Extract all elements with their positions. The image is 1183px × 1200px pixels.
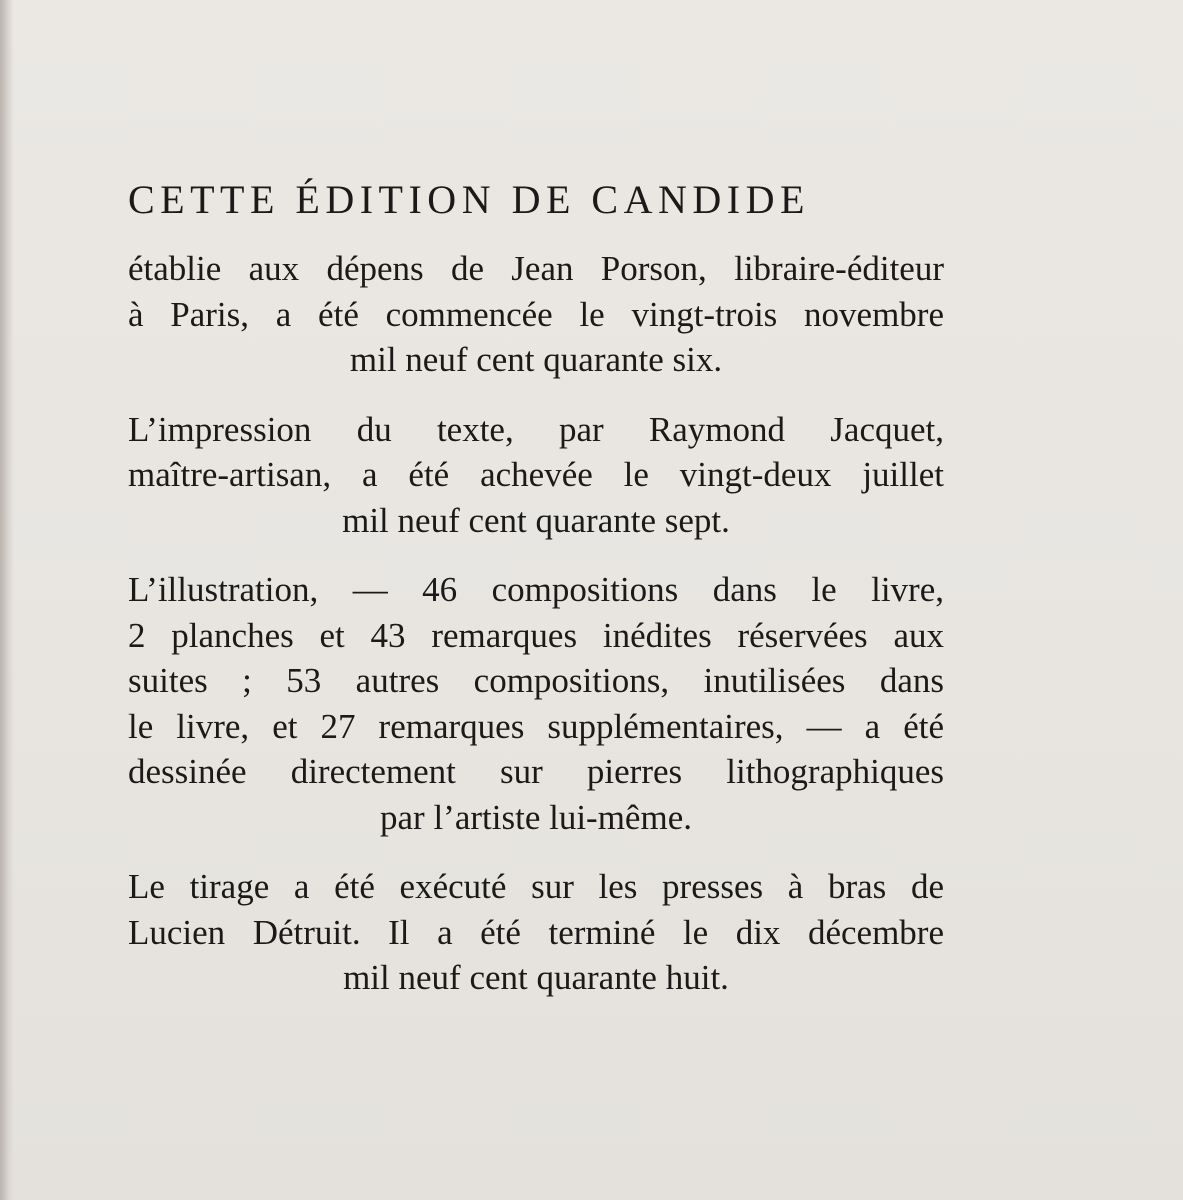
paragraph-illustration (128, 567, 954, 840)
colophon (128, 176, 954, 1025)
text-line: par l’artiste lui-même. (380, 797, 692, 837)
text-line: L’impression du texte, par Raymond Jacquet, (128, 409, 944, 449)
paragraph-commencement (128, 246, 954, 383)
text-line: mil neuf cent quarante six. (349, 340, 723, 379)
text-line: à Paris, a été commencée le vingt-trois novembre (128, 294, 944, 334)
paragraph-impression (128, 407, 954, 544)
text-line: 2 planches et 43 remarques inédites réservées aux (128, 615, 944, 655)
text-line: maître-artisan, a été achevée le vingt-deux juillet (128, 455, 944, 494)
text-line: suites ; 53 autres compositions, inutilisées dans (128, 661, 944, 700)
text-line: mil neuf cent quarante huit. (343, 958, 729, 997)
text-line: établie aux dépens de Jean Porson, libraire-éditeur (128, 249, 944, 288)
text-line: Le tirage a été exécuté sur les presses à bras de (128, 867, 944, 906)
text-line: mil neuf cent quarante sept. (342, 500, 730, 540)
page-gutter-shadow (0, 0, 14, 1200)
text-line: dessinée directement sur pierres lithographiques (128, 752, 944, 791)
text-line: le livre, et 27 remarques supplémentaires, — a été (128, 706, 944, 746)
paragraph-tirage (128, 864, 954, 1001)
text-line: L’illustration, — 46 compositions dans le livre, (128, 570, 944, 609)
colophon-heading: CETTE ÉDITION DE CANDIDE (128, 177, 810, 222)
text-line: Lucien Détruit. Il a été terminé le dix décembre (128, 912, 944, 952)
